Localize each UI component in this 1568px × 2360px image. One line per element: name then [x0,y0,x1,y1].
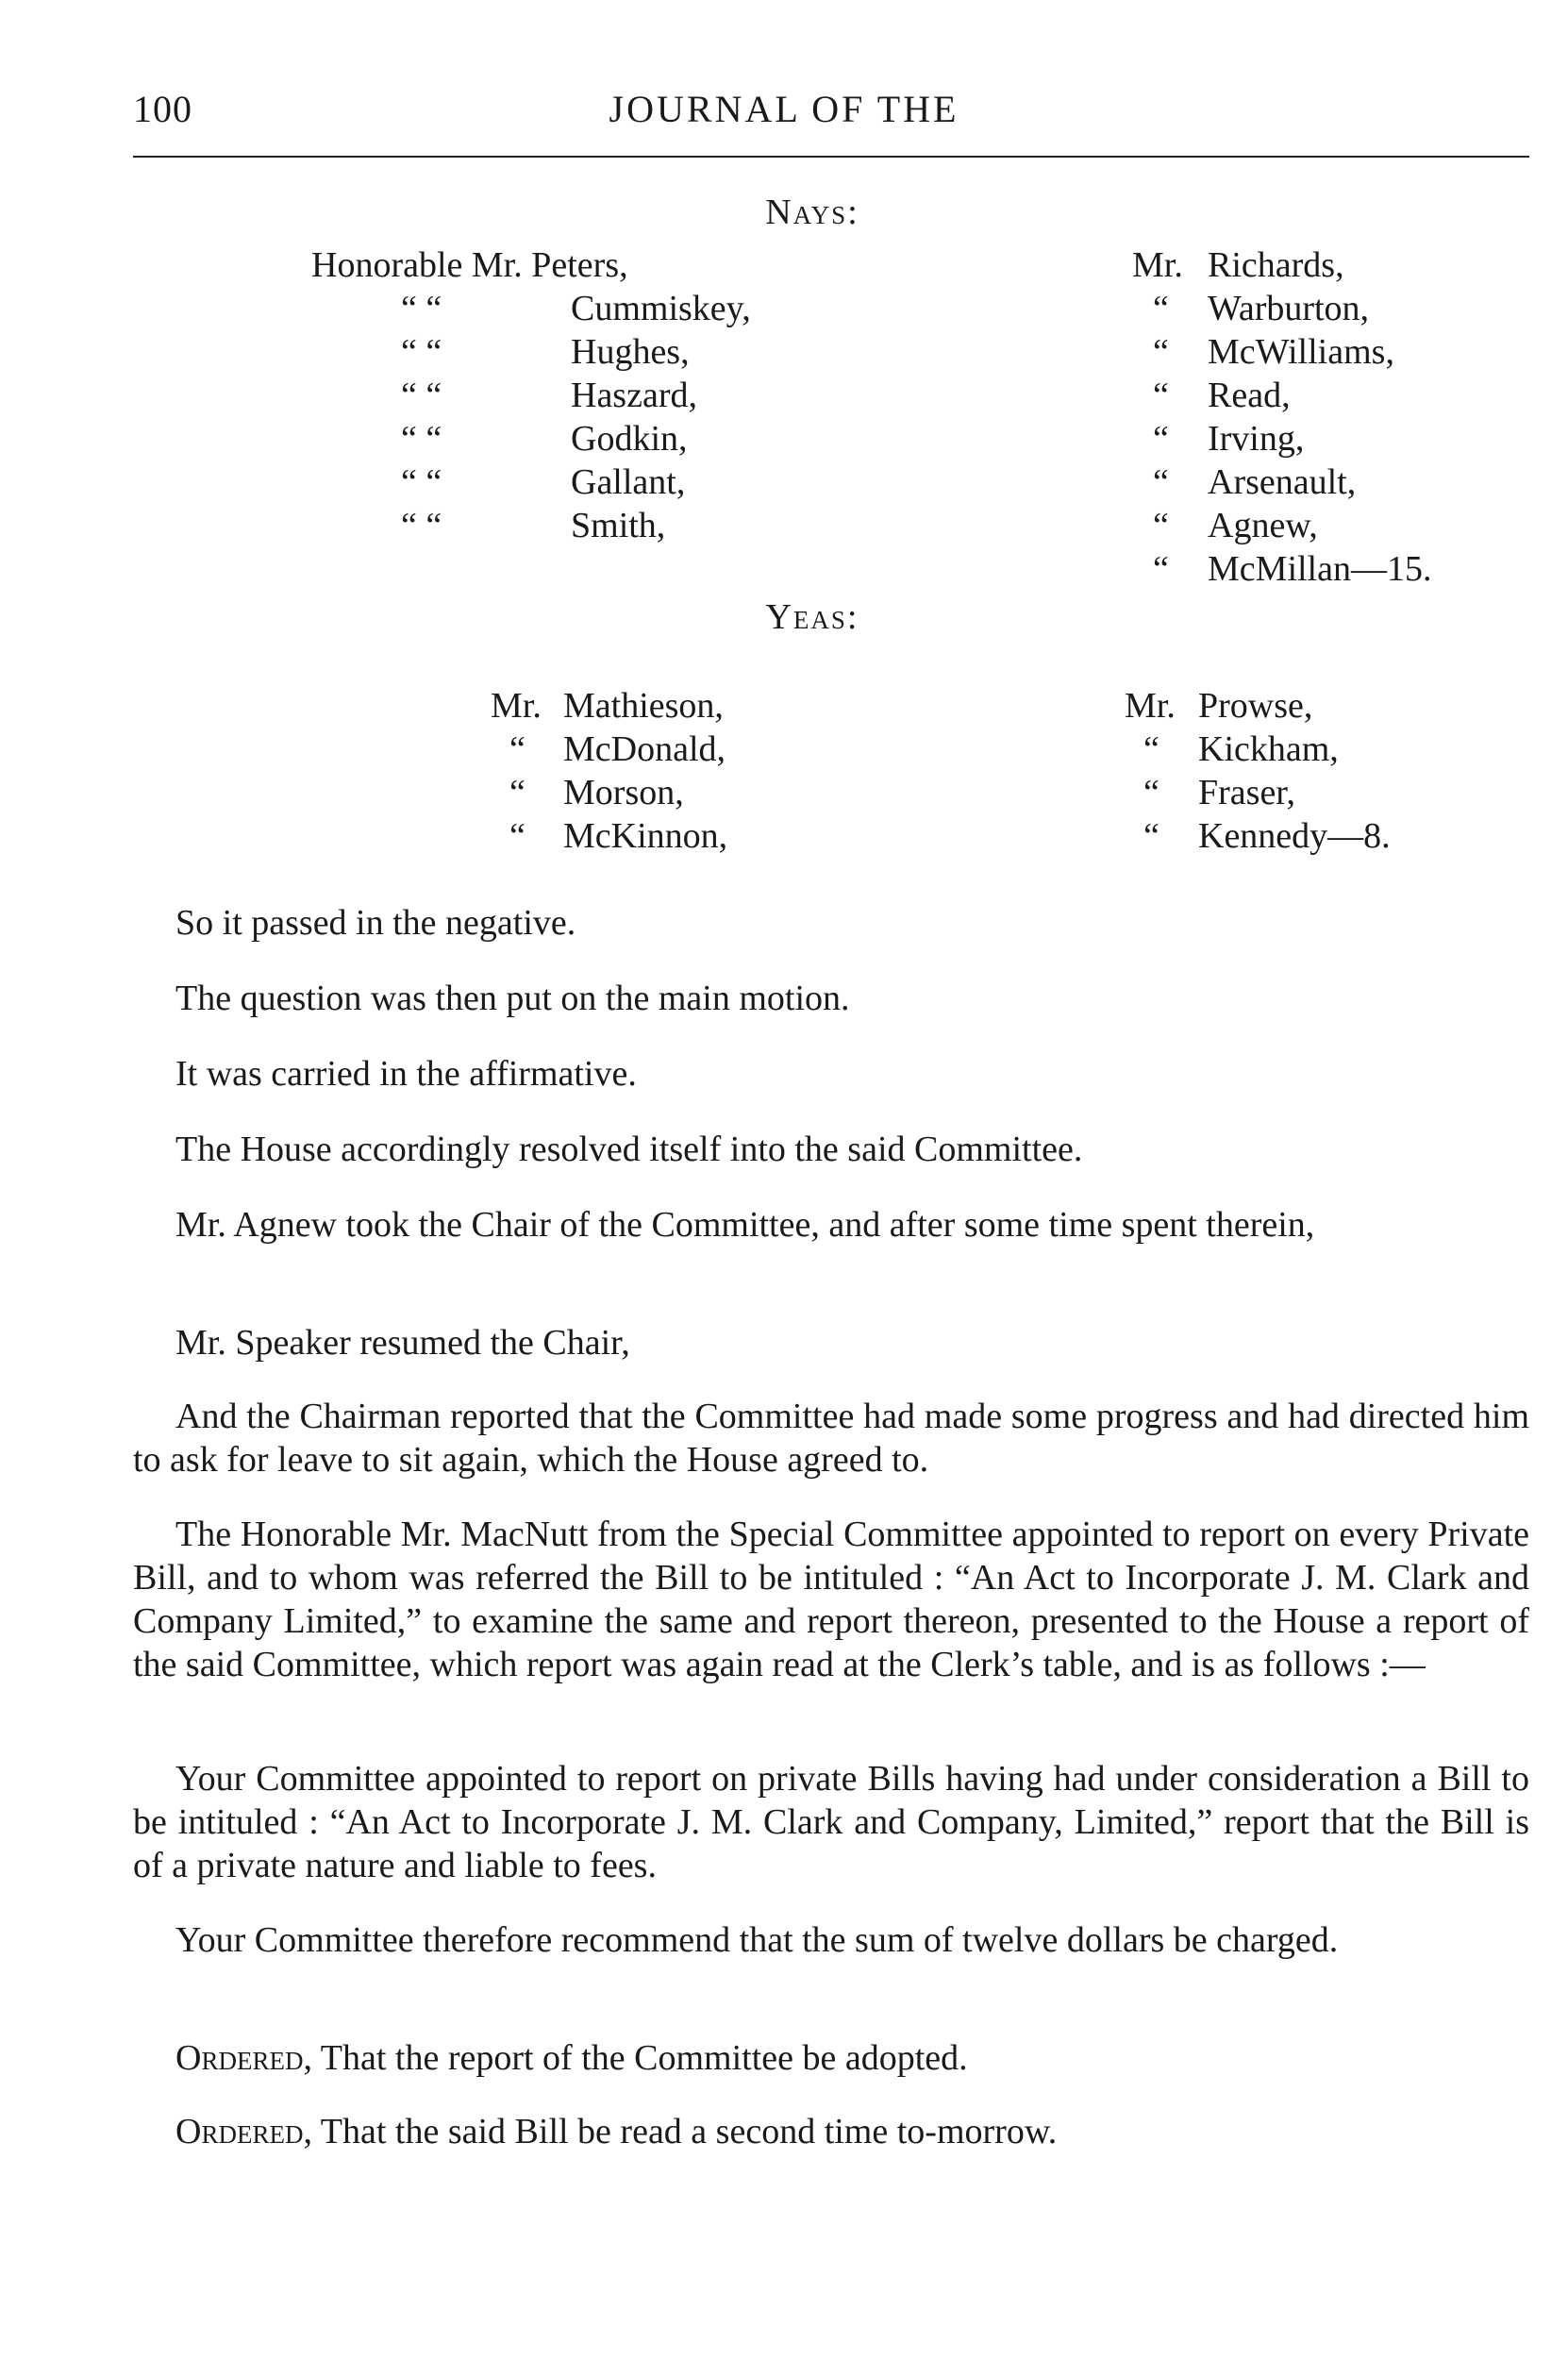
ditto-prefix: “ [1153,332,1169,372]
member-name: Arsenault, [1208,462,1357,502]
member-name: Kickham, [1198,729,1339,769]
yeas-heading-text: Yeas: [765,597,859,637]
paragraph-text: That the report of the Committee be adopted. [311,2038,968,2078]
nays-left-names [571,287,751,547]
ditto-prefix: “ [509,816,525,856]
member-name: Morson, [563,773,684,812]
paragraph-text: Your Committee therefore recommend that the sum of twelve dollars be charged. [175,1920,1339,1960]
member-name: McDonald, [563,729,726,769]
ditto-prefix: “ “ [401,332,442,372]
ditto-prefix: “ “ [401,419,442,459]
ditto-prefix: “ “ [401,462,442,502]
yeas-right-names [1198,684,1391,858]
member-name: McWilliams, [1208,332,1394,372]
yeas-left-prefixes [491,684,542,728]
paragraph-text: That the said Bill be read a second time to-morrow. [311,2112,1058,2151]
member-name: Kennedy—8. [1198,816,1391,856]
member-name: Cummiskey, [571,289,751,328]
ditto-prefix: “ [509,773,525,812]
member-name: Godkin, [571,419,688,459]
paragraph-text: It was carried in the affirmative. [175,1054,637,1094]
nays-heading-text: Nays: [765,192,859,232]
page-number: 100 [133,88,192,130]
yeas-left-names [563,684,727,858]
ditto-prefix: “ [1143,773,1159,812]
ditto-prefix: “ [509,729,525,769]
member-name: Gallant, [571,462,686,502]
body-paragraph [133,1203,1529,1247]
ordered-label: Ordered, [175,2038,312,2078]
nays-right-names [1208,243,1431,591]
ditto-prefix: “ [1153,376,1169,415]
entry-prefix: Mr. [1125,686,1176,726]
nays-heading [0,192,1568,233]
body-paragraph [133,1918,1529,1962]
body-paragraph [133,1513,1529,1686]
header-rule [133,156,1529,158]
body-paragraph [133,1395,1529,1481]
nays-right-prefixes [1132,243,1183,287]
body-paragraph [133,1321,1529,1364]
member-name: McMillan—15. [1208,549,1432,589]
paragraph-text: And the Chairman reported that the Committee had made some progress and had directed him to ask for leave to sit again, which the House agreed to. [133,1397,1529,1480]
division-entry [311,243,628,287]
ditto-prefix: “ [1153,419,1169,459]
ordered-label: Ordered, [175,2112,312,2151]
member-name: Fraser, [1198,773,1295,812]
entry-prefix: Honorable Mr. [311,245,523,285]
member-name: Smith, [571,506,666,545]
ditto-prefix: “ [1143,816,1159,856]
yeas-heading [0,596,1568,638]
member-name: Mathieson, [563,686,724,726]
ditto-prefix: “ [1143,729,1159,769]
yeas-left-ditto-prefixes [509,728,525,858]
paragraph-text: Your Committee appointed to report on private Bills having had under consideration a Bill to be intituled : “An Act to Incorporate J. M. Clark and Company, Limited,” report that the Bill is of a private nature and liable to fees. [133,1759,1529,1885]
member-name: Read, [1208,376,1291,415]
member-name: Warburton, [1208,289,1370,328]
member-name: Richards, [1208,245,1344,285]
ditto-prefix: “ “ [401,506,442,545]
paragraph-text: The question was then put on the main motion. [175,979,850,1018]
nays-right-ditto-prefixes [1153,287,1169,591]
member-name: Peters, [531,245,628,285]
member-name: Irving, [1208,419,1305,459]
member-name: McKinnon, [563,816,728,856]
paragraph-text: So it passed in the negative. [175,903,576,943]
body-paragraph [133,977,1529,1020]
yeas-right-ditto-prefixes [1143,728,1159,858]
nays-left-ditto-prefixes [401,287,442,547]
body-paragraph [133,901,1529,945]
paragraph-text: The House accordingly resolved itself into the said Committee. [175,1130,1083,1169]
member-name: Agnew, [1208,506,1318,545]
member-name: Prowse, [1198,686,1313,726]
yeas-right-prefixes [1125,684,1176,728]
paragraph-text: The Honorable Mr. MacNutt from the Special Committee appointed to report on every Private Bill, and to whom was referred the Bill to be intituled : “An Act to Incorporate J. M. Clark and Company Limited,” to examine the same and report thereon, presented to the House a report of the said Committee, which report was again read at the Clerk’s table, and is as follows :— [133,1515,1529,1684]
paragraph-text: Mr. Agnew took the Chair of the Committee, and after some time spent therein, [175,1205,1315,1245]
member-name: Hughes, [571,332,690,372]
entry-prefix: Mr. [491,686,542,726]
ditto-prefix: “ “ [401,289,442,328]
ditto-prefix: “ [1153,289,1169,328]
ordered-paragraph [133,2110,1529,2153]
ditto-prefix: “ [1153,506,1169,545]
member-name: Haszard, [571,376,697,415]
entry-prefix: Mr. [1132,245,1183,285]
body-paragraph [133,1052,1529,1096]
running-title: JOURNAL OF THE [609,88,959,130]
paragraph-text: Mr. Speaker resumed the Chair, [175,1323,630,1363]
nays-left-column [311,243,628,287]
ditto-prefix: “ “ [401,376,442,415]
ditto-prefix: “ [1153,549,1169,589]
ordered-paragraph [133,2036,1529,2080]
body-paragraph [133,1757,1529,1887]
body-paragraph [133,1128,1529,1171]
ditto-prefix: “ [1153,462,1169,502]
